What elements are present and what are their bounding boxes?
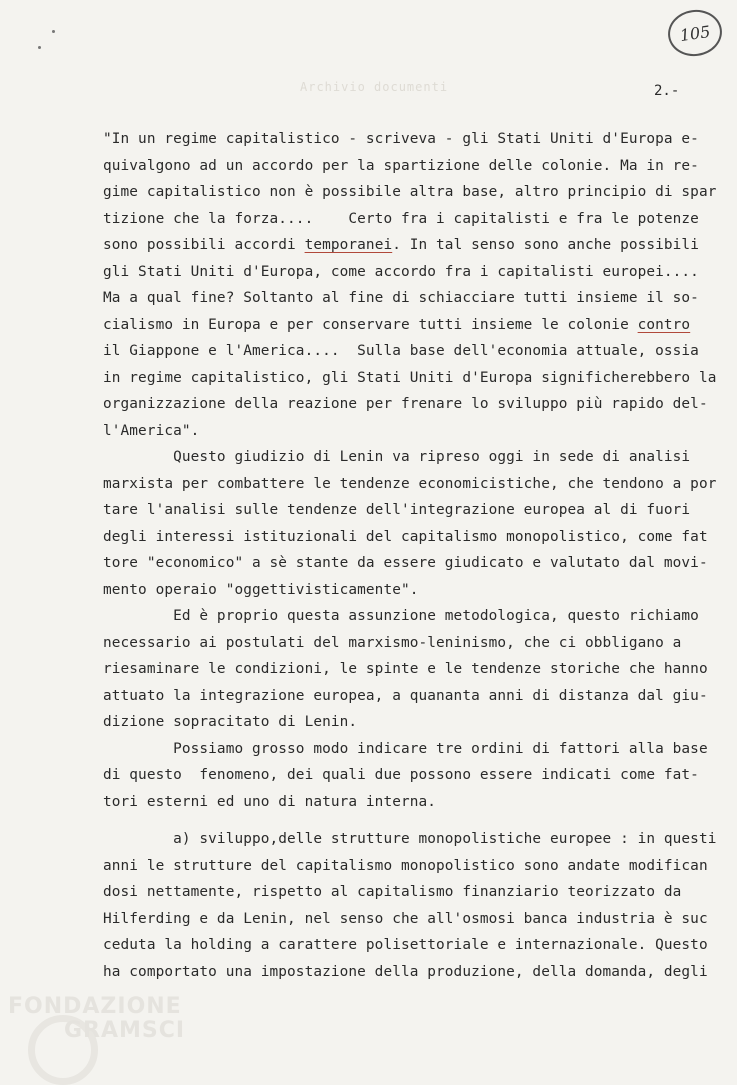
text-line: dosi nettamente, rispetto al capitalismo finanziario teorizzato da [103, 884, 682, 900]
text-line: Ma a qual fine? Soltanto al fine di schiacciare tutti insieme il so- [103, 290, 699, 306]
text-line: ha comportato una impostazione della produzione, della domanda, degli [103, 963, 708, 980]
text-line: il Giappone e l'America.... Sulla base dell'economia attuale, ossia [103, 343, 699, 359]
text-line: Possiamo grosso modo indicare tre ordini di fattori alla base [103, 740, 708, 757]
text-line: l'America". [103, 422, 200, 439]
ink-dot [38, 46, 41, 49]
text-line: Ed è proprio questa assunzione metodologica, questo richiamo [103, 608, 699, 624]
text-line: gime capitalistico non è possibile altra base, altro principio di spar [103, 184, 717, 200]
watermark [8, 995, 185, 1043]
text-line: di questo fenomeno, dei quali due possono essere indicati come fat- [103, 767, 699, 783]
text-line: dizione sopracitato di Lenin. [103, 714, 358, 730]
text-line: tori esterni ed uno di natura interna. [103, 793, 437, 810]
text-line: tare l'analisi sulle tendenze dell'integrazione europea al di fuori [103, 502, 691, 518]
text-line: "In un regime capitalistico - scriveva - gli Stati Uniti d'Europa e- [103, 131, 699, 147]
paragraph [103, 603, 708, 736]
paragraph [103, 126, 717, 444]
archive-stamp: 105 [665, 6, 725, 59]
text-line: tizione che la forza.... Certo fra i capitalisti e fra le potenze [103, 210, 699, 227]
text-line: degli interessi istituzionali del capitalismo monopolistico, come fat [103, 528, 708, 545]
text-line: Hilferding e da Lenin, nel senso che all'osmosi banca industria è suc [103, 910, 708, 927]
underlined-word: contro [637, 316, 691, 333]
page-number: 2.- [654, 83, 680, 99]
text-line: Questo giudizio di Lenin va ripreso oggi in sede di analisi [103, 449, 691, 465]
text-line: sono possibili accordi temporanei. In tal senso sono anche possibili [103, 237, 699, 253]
faint-heading: Archivio documenti [300, 80, 449, 94]
underlined-word: temporanei [304, 237, 393, 253]
text-line: ceduta la holding a carattere polisettoriale e internazionale. Questo [103, 937, 708, 953]
text-line: quivalgono ad un accordo per la spartizione delle colonie. Ma in re- [103, 157, 699, 174]
ink-dot [52, 30, 55, 33]
watermark-line: GRAMSCI [64, 1018, 186, 1043]
text-line: riesaminare le condizioni, le spinte e le tendenze storiche che hanno [103, 661, 708, 677]
text-line: a) sviluppo,delle strutture monopolistiche europee : in questi [103, 831, 717, 847]
text-line: in regime capitalistico, gli Stati Uniti d'Europa significherebbero la [103, 369, 717, 386]
body-text [103, 126, 717, 985]
paragraph [103, 736, 708, 816]
text-line: attuato la integrazione europea, a quananta anni di distanza dal giu- [103, 687, 708, 704]
text-line: anni le strutture del capitalismo monopolistico sono andate modifican [103, 857, 708, 874]
text-line: necessario ai postulati del marxismo-leninismo, che ci obbligano a [103, 634, 682, 651]
paragraph-gap [103, 815, 703, 826]
watermark-line: FONDAZIONE [8, 994, 182, 1019]
text-line: tore "economico" a sè stante da essere giudicato e valutato dal movi- [103, 555, 708, 571]
text-line: cialismo in Europa e per conservare tutti insieme le colonie contro [103, 316, 691, 333]
text-line: mento operaio "oggettivisticamente". [103, 581, 419, 598]
text-line: organizzazione della reazione per frenare lo sviluppo più rapido del- [103, 396, 708, 412]
text-line: gli Stati Uniti d'Europa, come accordo fra i capitalisti europei.... [103, 263, 699, 280]
text-line: marxista per combattere le tendenze economicistiche, che tendono a por [103, 475, 717, 492]
paragraph [103, 444, 717, 603]
paragraph [103, 826, 717, 985]
